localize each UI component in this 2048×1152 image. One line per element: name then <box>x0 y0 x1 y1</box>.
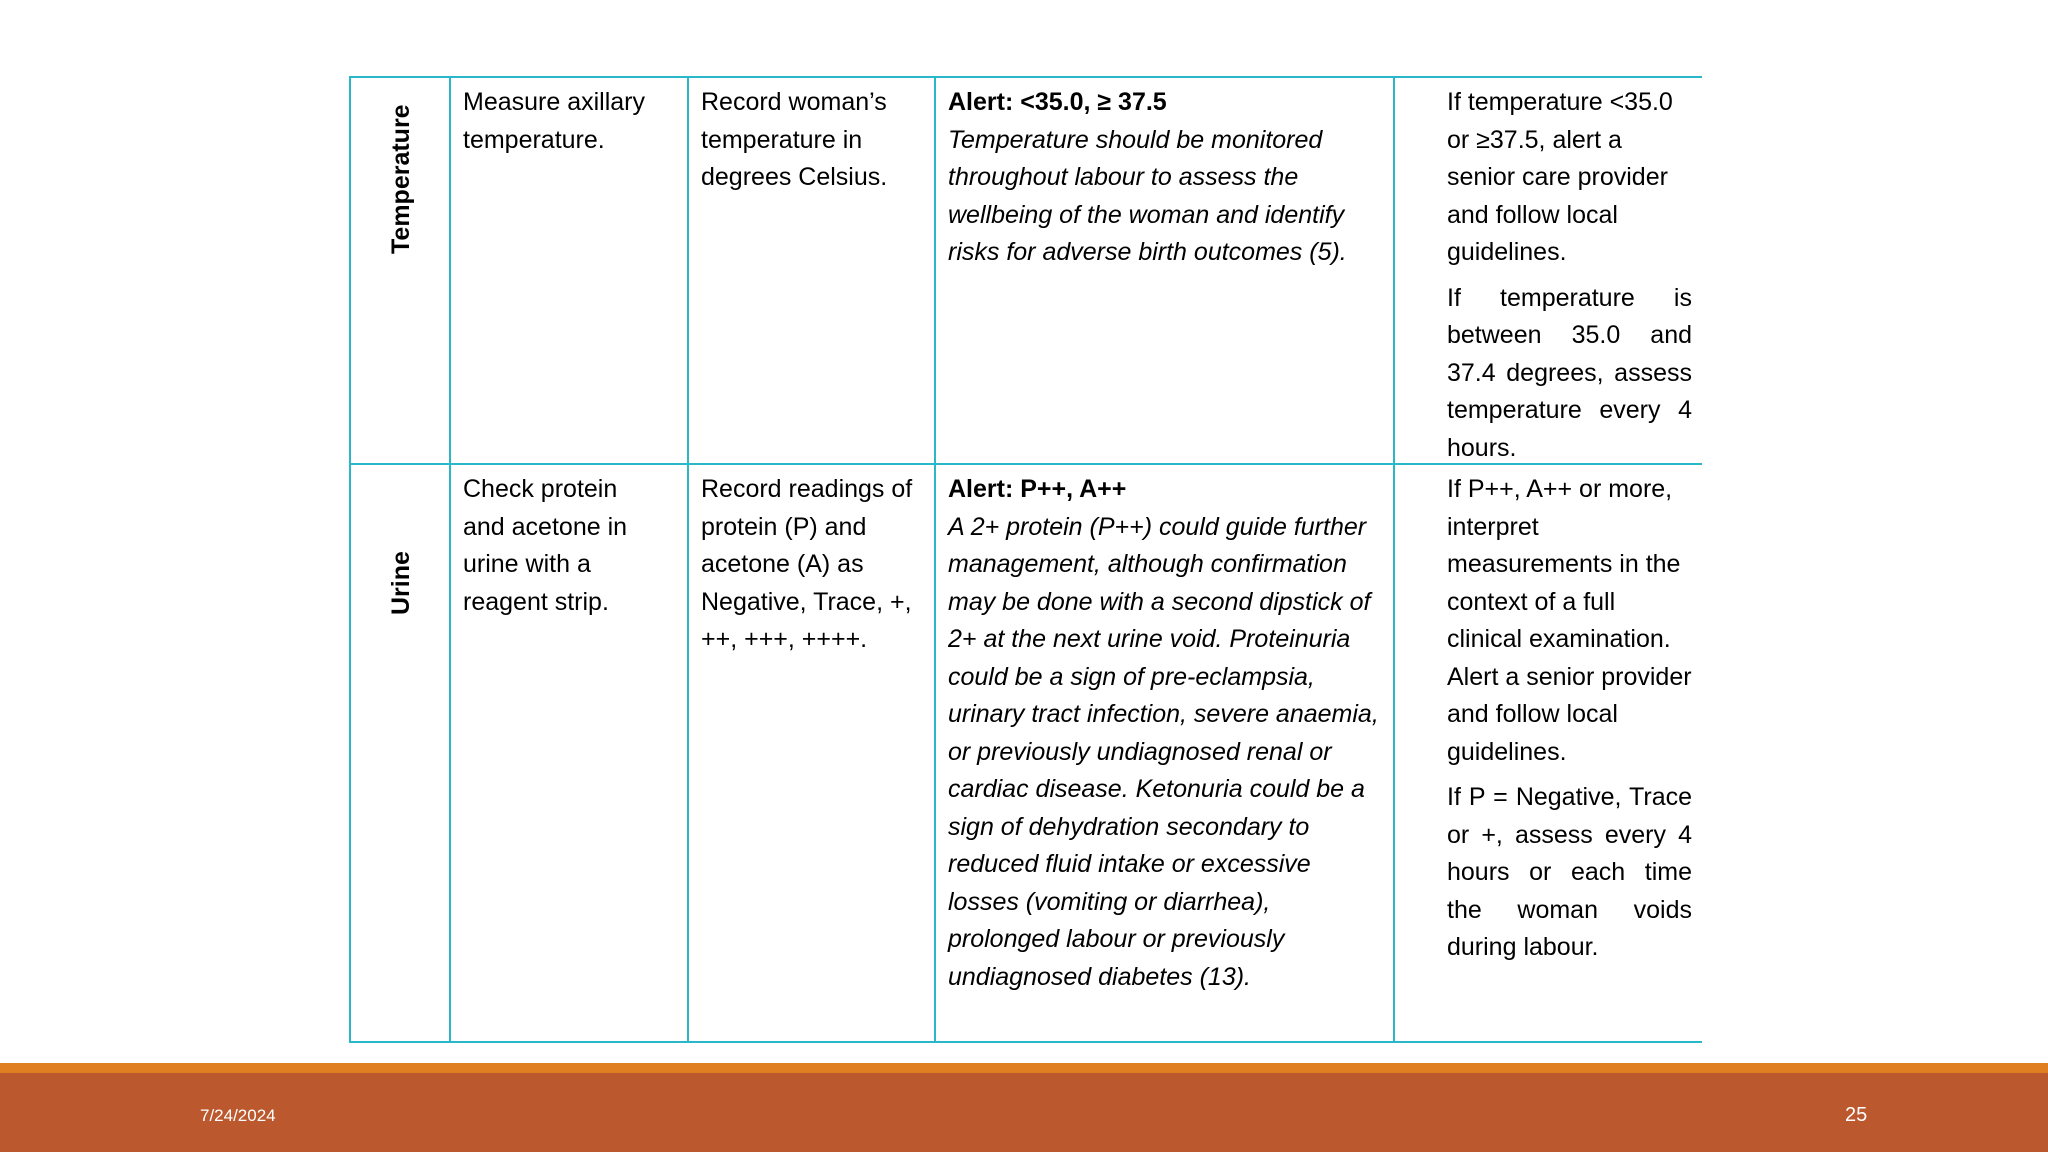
slide-date: 7/24/2024 <box>200 1106 276 1125</box>
footer-bar <box>0 1073 2048 1152</box>
action-routine-text: If temperature is between 35.0 and 37.4 degrees, assess temperature every 4 hours. <box>1447 283 1692 462</box>
action-cell <box>1447 471 1692 967</box>
how-to-record-cell: Record readings of protein (P) and acetone (A) as Negative, Trace, +, ++, +++, ++++. <box>701 475 913 653</box>
row-label-temperature: Temperature <box>387 104 415 254</box>
row-label-cell <box>351 465 449 1041</box>
row-label-urine: Urine <box>387 551 415 615</box>
monitoring-table <box>349 76 1702 1043</box>
alert-cell <box>948 84 1388 272</box>
action-cell <box>1447 84 1692 467</box>
table-border-top <box>349 76 1702 78</box>
alert-cell <box>948 471 1388 996</box>
row-label-cell <box>351 78 449 463</box>
table-col-divider <box>934 76 936 1043</box>
slide-page-number: 25 <box>1845 1104 1868 1126</box>
action-alert-text: If P++, A++ or more, interpret measurements in the context of a full clinical examination. Alert a senior provider and follow local guidelines. <box>1447 475 1692 766</box>
alert-title: Alert: <35.0, ≥ 37.5 <box>948 88 1167 116</box>
alert-title: Alert: P++, A++ <box>948 475 1127 503</box>
action-alert-text: If temperature <35.0 or ≥37.5, alert a senior care provider and follow local guidelines. <box>1447 88 1673 266</box>
table-col-divider <box>449 76 451 1043</box>
what-to-measure-cell: Measure axillary temperature. <box>463 88 646 154</box>
table-border-bottom <box>349 1041 1702 1043</box>
table-col-divider <box>687 76 689 1043</box>
action-routine-text: If P = Negative, Trace or +, assess every 4 hours or each time the woman voids during labour. <box>1447 783 1692 961</box>
how-to-record-cell: Record woman’s temperature in degrees Celsius. <box>701 88 888 191</box>
table-col-divider <box>1393 76 1395 1043</box>
alert-rationale: A 2+ protein (P++) could guide further management, although confirmation may be done with a second dipstick of 2+ at the next urine void. Proteinuria could be a sign of pre-eclampsia, urinary tract infection, severe anaemia, or previously undiagnosed renal or cardiac disease. Ketonuria could be a sign of dehydration secondary to reduced fluid intake or excessive losses (vomiting or diarrhea), prolonged labour or previously undiagnosed diabetes (13). <box>948 512 1379 991</box>
what-to-measure-cell: Check protein and acetone in urine with a reagent strip. <box>463 475 628 616</box>
alert-rationale: Temperature should be monitored throughout labour to assess the wellbeing of the woman and identify risks for adverse birth outcomes (5). <box>948 125 1347 266</box>
footer-accent-stripe <box>0 1063 2048 1073</box>
